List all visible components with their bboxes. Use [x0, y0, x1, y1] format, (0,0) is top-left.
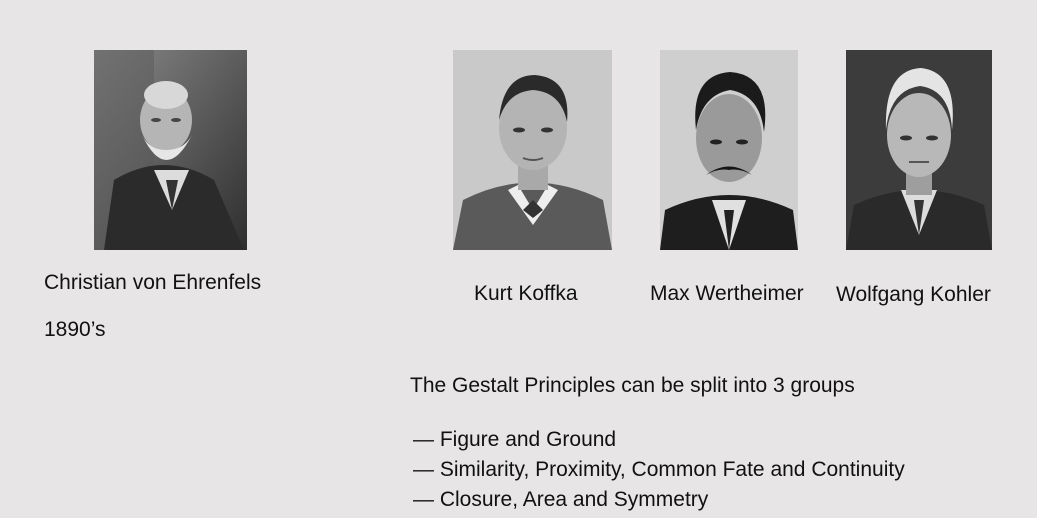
portrait-wertheimer	[660, 50, 798, 250]
caption-kohler-name: Wolfgang Kohler	[836, 283, 991, 306]
caption-ehrenfels-name: Christian von Ehrenfels	[44, 271, 262, 294]
principles-list	[413, 425, 905, 515]
portrait-koffka	[453, 50, 612, 250]
caption-koffka-name: Kurt Koffka	[474, 282, 578, 305]
principle-group-2: — Similarity, Proximity, Common Fate and Continuity	[413, 458, 905, 481]
portrait-ehrenfels	[94, 50, 247, 250]
caption-ehrenfels-date: 1890’s	[44, 318, 106, 341]
principles-intro: The Gestalt Principles can be split into 3 groups	[410, 374, 855, 397]
caption-wertheimer-name: Max Wertheimer	[650, 282, 804, 305]
portrait-kohler	[846, 50, 992, 250]
principle-group-1: — Figure and Ground	[413, 428, 617, 451]
principle-group-3: — Closure, Area and Symmetry	[413, 488, 709, 511]
